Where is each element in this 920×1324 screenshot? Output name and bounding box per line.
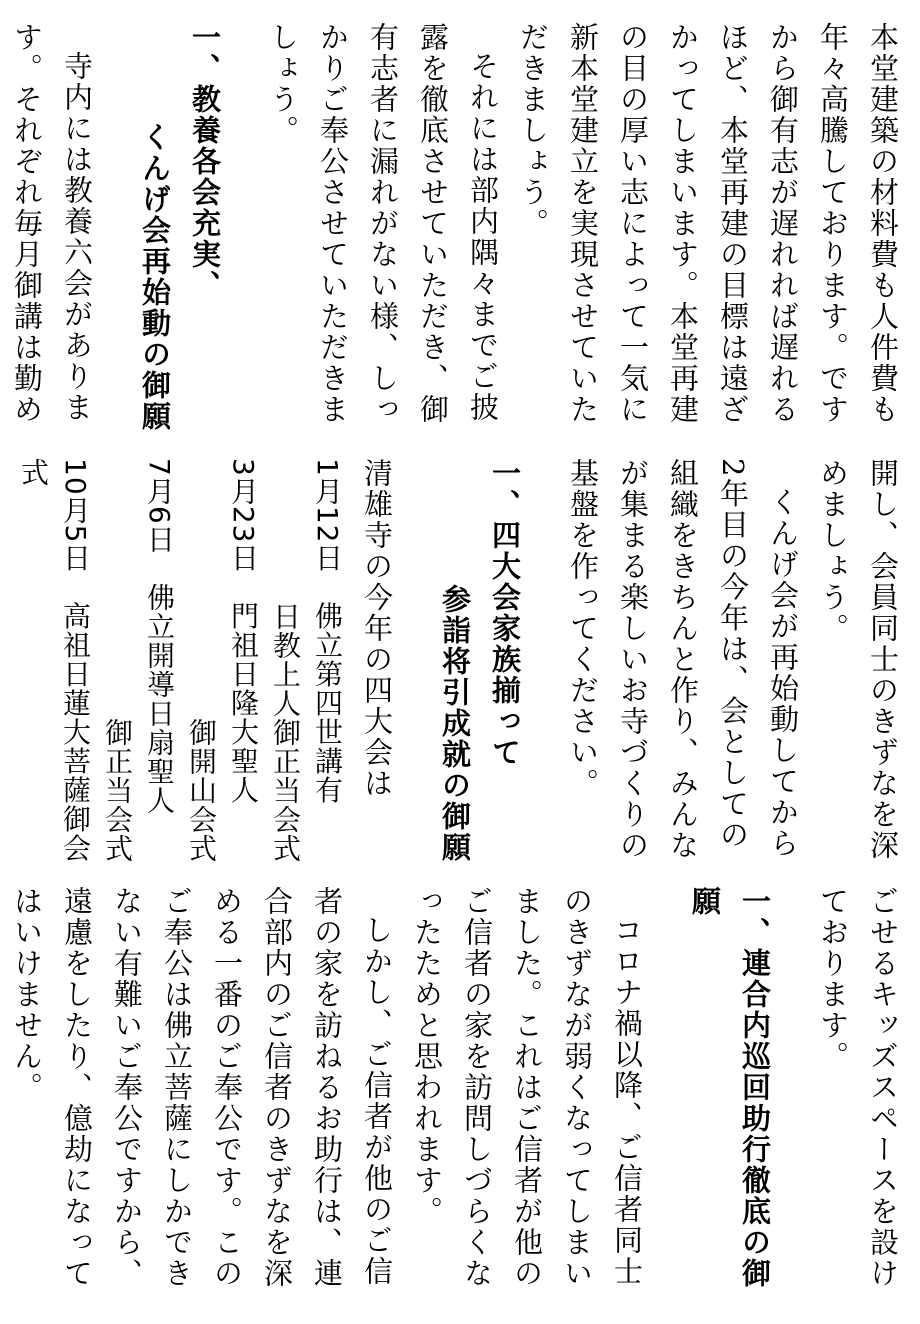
paragraph-announcement: それには部内隅々までご披露を徹底させていただき、御有志者に漏れがない様、しっかりご奉公させていただきましょう。 [266,22,500,425]
ceremony-item [264,458,348,863]
heading-line-1: 一、四大会家族揃って [488,458,522,768]
heading-four-ceremonies [430,458,530,863]
paragraph-corona: コロナ禍以降、ご信者同士のきずなが弱くなってしまいました。これはご信者が他のご信者の家を訪問しづらくなったためと思われます。 [410,886,644,1289]
ceremony-item [12,458,96,863]
paragraph-visits: しかし、ご信者が他のご信者の家を訪ねるお助行は、連合部内のご信者のきずなを深める一番のご奉公です。このご奉公は佛立菩薩にしかできない有難いご奉公ですから、遠慮をしたり、億劫になってはいけません。 [10,886,394,1289]
heading-line-1: 一、教養各会充実、 [188,22,222,301]
ceremony-title: 佛立開導日扇聖人 [143,582,176,815]
ceremony-subtitle: 御正当会式 [101,718,134,863]
ceremony-date: 10月5日 [59,458,92,573]
ceremony-item [96,458,180,863]
heading-line-2: くんげ会再始動の御願 [138,122,172,432]
section-tier-3 [10,886,908,1306]
spacer [402,458,420,863]
heading-education-groups [130,22,230,432]
spacer [240,22,258,432]
ceremony-title: 高祖日蓮大菩薩御会式 [17,458,92,863]
heading-line-1: 一、連合内巡回助行徹底の御願 [688,886,772,1289]
spacer [790,886,808,1306]
heading-patrol-visits [680,886,780,1306]
ceremony-item [180,458,264,863]
paragraph-continuation: 開し、会員同士のきずなを深めましょう。 [816,458,900,861]
section-tier-2 [10,458,908,863]
spacer [102,22,120,432]
ceremony-title: 門祖日隆大聖人 [227,601,260,805]
paragraph-six-groups: 寺内には教養六会があります。それぞれ毎月御講は勤め [10,22,94,425]
ceremony-schedule [12,458,348,863]
paragraph-four-ceremonies-intro: 清雄寺の今年の四大会は [360,458,394,799]
ceremony-title: 佛立第四世講有 [311,601,344,805]
section-tier-1 [10,22,908,432]
ceremony-subtitle: 御開山会式 [185,718,218,863]
ceremony-subtitle: 日教上人御正当会式 [269,602,302,863]
spacer [540,458,558,863]
ceremony-date: 1月12日 [311,458,344,573]
heading-line-2: 参詣将引成就の御願 [438,584,472,863]
paragraph-building-costs: 本堂建築の材料費も人件費も年々高騰しております。ですから御有志が遅れれば遅れるほど、本堂再建の目標は遠ざかってしまいます。本堂再建の目の厚い志によって一気に新本堂建立を実現させていただきましょう。 [516,22,900,425]
spacer [652,886,670,1306]
paragraph-kunge-group: くんげ会が再始動してから2年目の今年は、会としての組織をきちんと作り、みんなが集まる楽しいお寺づくりの基盤を作ってください。 [566,458,800,861]
ceremony-date: 3月23日 [227,458,260,573]
paragraph-kids-continued: ごせるキッズスペースを設けております。 [816,886,900,1289]
ceremony-date: 7月6日 [143,458,176,554]
